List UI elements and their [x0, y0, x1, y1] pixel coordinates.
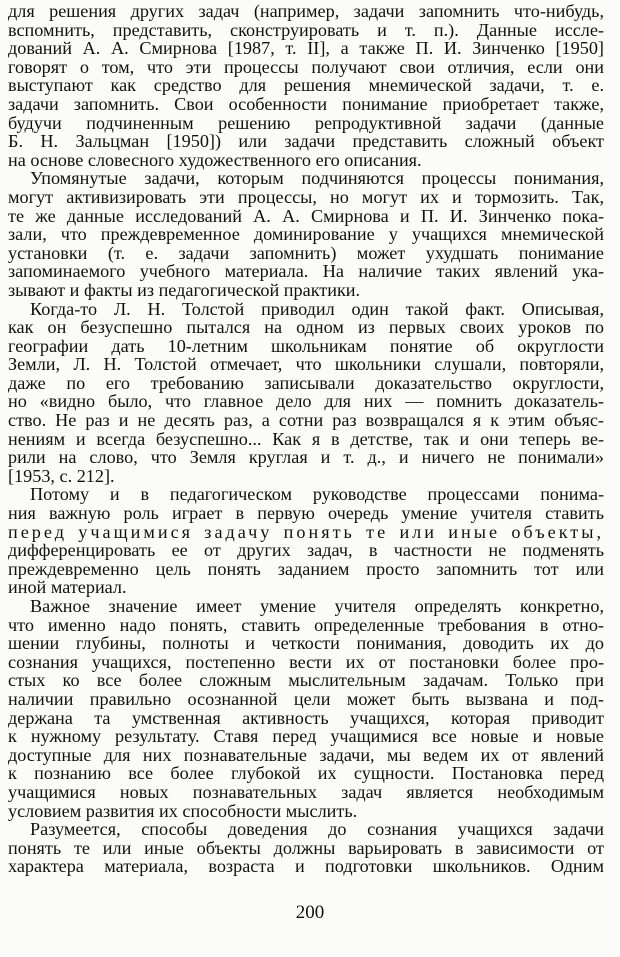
text-line: к нужному результату. Ставя перед учащимися все новые и новые: [8, 726, 604, 747]
text-line: держана та умственная активность учащихся, которая приводит: [8, 707, 604, 728]
text-line: перед учащимися задачу понять те или иные объекты,: [8, 521, 604, 542]
text-line: преждевременно цель понять заданием просто запомнить тот или: [8, 558, 604, 579]
text-line: зали, что преждевременное доминирование у учащихся мнемической: [8, 224, 604, 245]
body-text: [8, 2, 604, 876]
text-line: говорят о том, что эти процессы получают свои отличия, если они: [8, 56, 604, 77]
paragraph: [8, 169, 604, 299]
text-line: будучи подчиненным решению репродуктивной задачи (данные: [8, 112, 604, 133]
text-line: запоминаемого учебного материала. На наличие таких явлений ука-: [8, 261, 604, 282]
paragraph: [8, 485, 604, 597]
text-line: нениям и всегда безуспешно... Как я в детстве, так и они теперь ве-: [8, 428, 604, 449]
text-line: шении глубины, полноты и четкости понимания, доводить их до: [8, 633, 604, 654]
text-line: стых ко все более сложным мыслительным задачам. Только при: [8, 670, 604, 691]
text-line: для решения других задач (например, задачи запомнить что-нибудь,: [8, 1, 604, 21]
text-line: [1953, с. 212].: [8, 465, 115, 486]
text-line: зывают и факты из педагогической практики.: [8, 279, 361, 300]
text-line: как он безуспешно пытался на одном из первых своих уроков по: [8, 317, 604, 338]
text-line: вспомнить, представить, сконструировать и т. п.). Данные иссле-: [8, 19, 604, 40]
text-line: характера материала, возраста и подготовки школьников. Одним: [8, 856, 604, 877]
text-line: выступают как средство для решения мнемической задачи, т. е.: [8, 75, 604, 96]
paragraph: [8, 820, 604, 876]
text-line: даже по его требованию записывали доказательство округлости,: [8, 372, 604, 393]
text-line: наличии правильно осознанной цели может быть вызвана и под-: [8, 688, 604, 709]
text-line: Когда-то Л. Н. Толстой приводил один такой факт. Описывая,: [30, 298, 604, 319]
text-line: дований А. А. Смирнова [1987, т. II], а также П. И. Зинченко [1950]: [8, 38, 604, 59]
text-line: Б. Н. Зальцман [1950]) или задачи представить сложный объект: [8, 131, 604, 152]
paragraph: [8, 300, 604, 486]
text-line: Потому и в педагогическом руководстве процессами понима-: [30, 484, 604, 505]
text-line: Земли, Л. Н. Толстой отмечает, что школьники слушали, повторяли,: [8, 354, 604, 375]
text-line: ния важную роль играет в первую очередь умение учителя ставить: [8, 503, 604, 524]
text-line: сознания учащихся, постепенно вести их от постановки более про-: [8, 651, 604, 672]
text-line: Разумеется, способы доведения до сознания учащихся задачи: [30, 819, 604, 840]
text-line: к познанию все более глубокой их сущности. Постановка перед: [8, 763, 604, 784]
text-line: условием развития их способности мыслить.: [8, 800, 358, 821]
text-line: задачи запомнить. Свои особенности понимание приобретает также,: [8, 93, 604, 114]
text-line: ство. Не раз и не десять раз, а сотни раз возвращался я к этим объяс-: [8, 410, 604, 431]
text-line: иной материал.: [8, 577, 127, 598]
text-line: понять те или иные объекты должны варьировать в зависимости от: [8, 837, 604, 858]
text-line: на основе словесного художественного его описания.: [8, 149, 422, 170]
page-number: 200: [295, 902, 325, 923]
text-line: установки (т. е. задачи запомнить) может ухудшать понимание: [8, 242, 604, 263]
text-line: учащимися новых познавательных задач является необходимым: [8, 781, 604, 802]
paragraph: [8, 597, 604, 820]
text-line: рили на слово, что Земля круглая и т. д., и ничего не понимали»: [8, 447, 604, 468]
text-line: что именно надо понять, ставить определенные требования в отно-: [8, 614, 604, 635]
paragraph: [8, 2, 604, 169]
text-line: могут активизировать эти процессы, но могут их и тормозить. Так,: [8, 186, 604, 207]
text-line: те же данные исследований А. А. Смирнова и П. И. Зинченко пока-: [8, 205, 604, 226]
text-line: Упомянутые задачи, которым подчиняются процессы понимания,: [30, 168, 604, 189]
text-line: Важное значение имеет умение учителя определять конкретно,: [30, 596, 604, 616]
text-line: доступные для них познавательные задачи, мы ведем их от явлений: [8, 744, 604, 765]
text-line: географии дать 10-летним школьникам понятие об округлости: [8, 335, 604, 356]
text-line: но «видно было, что главное дело для них — помнить доказатель-: [8, 391, 604, 412]
text-line: дифференцировать ее от других задач, в частности не подменять: [8, 540, 604, 561]
